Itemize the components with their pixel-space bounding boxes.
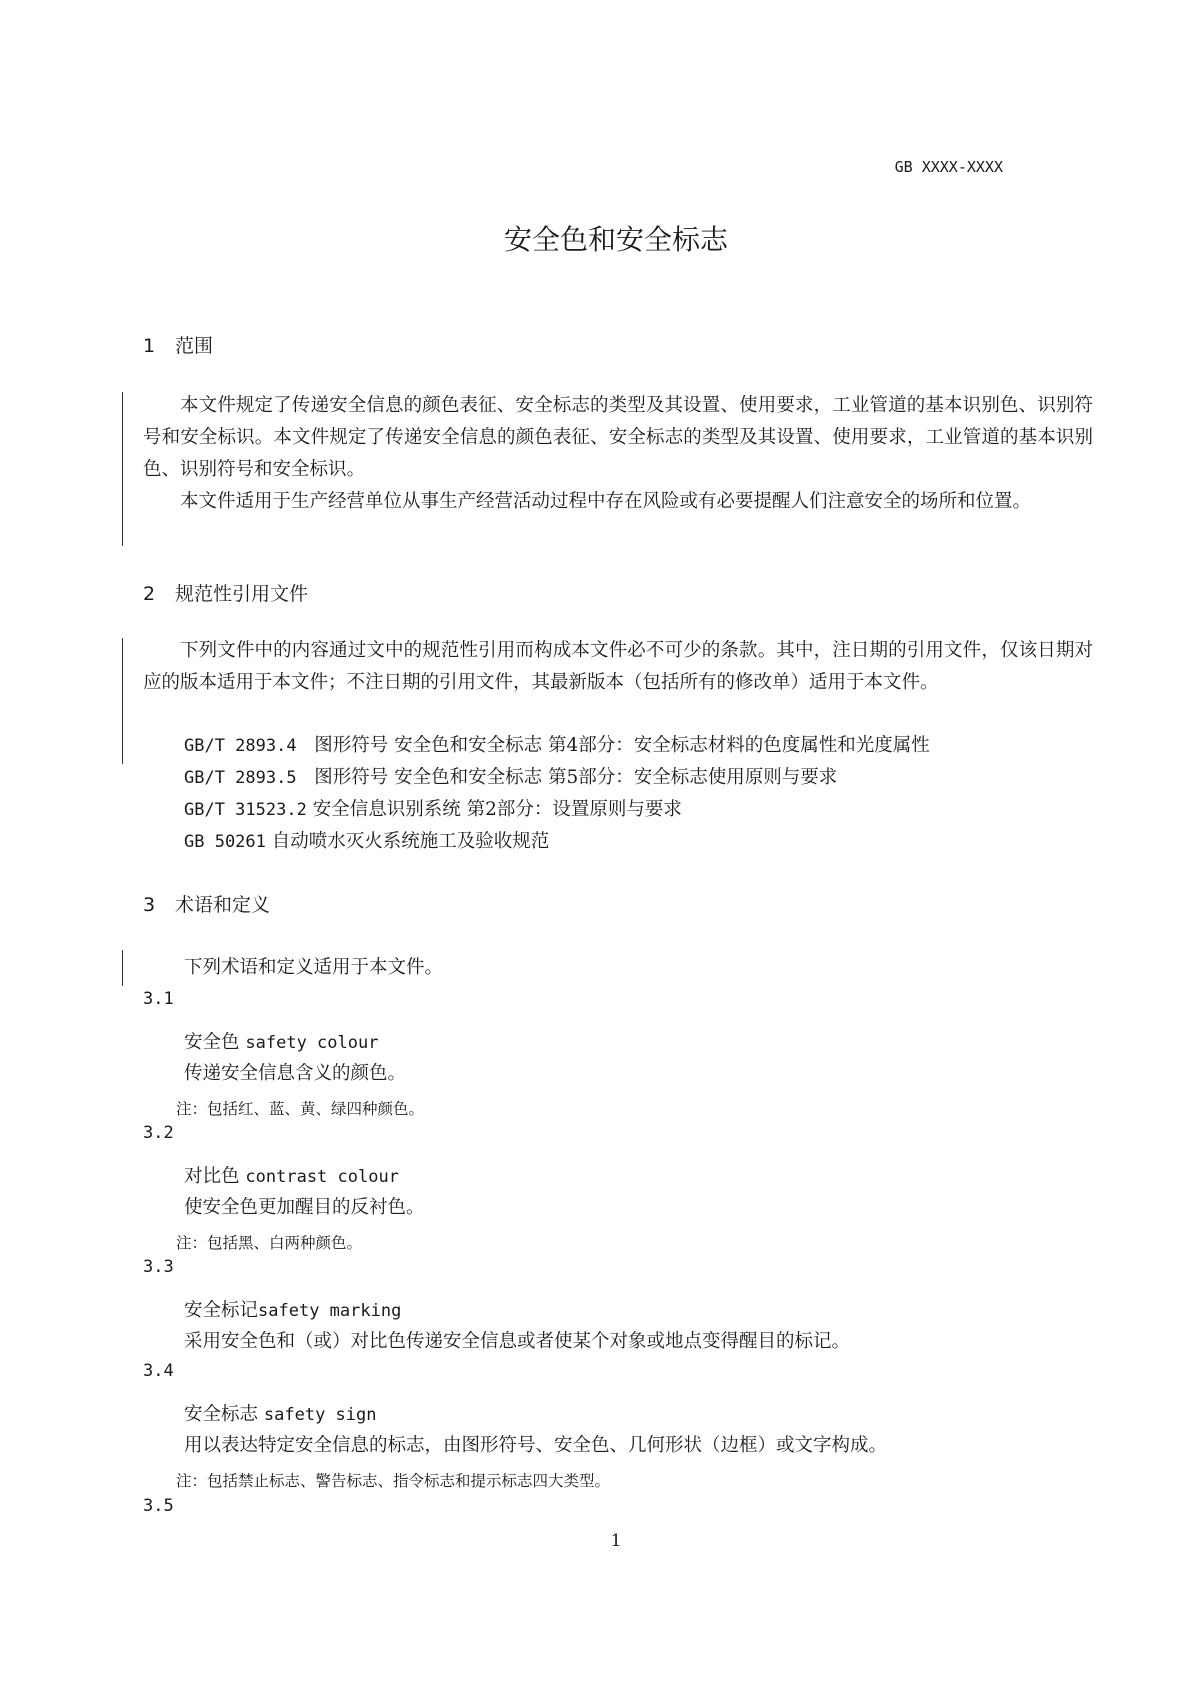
terms-intro: 下列术语和定义适用于本文件。 <box>184 957 444 978</box>
term-definition: 用以表达特定安全信息的标志，由图形符号、安全色、几何形状（边框）或文字构成。 <box>184 1435 888 1456</box>
section-number: 2 <box>143 583 156 605</box>
revision-bar <box>122 392 123 546</box>
term-definition: 传递安全信息含义的颜色。 <box>184 1063 407 1084</box>
reference-code: GB/T 2893.4 <box>184 736 297 756</box>
clause-number: 3.5 <box>143 1496 174 1516</box>
section-number: 3 <box>143 894 156 916</box>
section-heading-normative-references <box>143 579 308 606</box>
term-english: safety colour <box>245 1033 379 1053</box>
reference-code: GB/T 2893.5 <box>184 768 297 788</box>
section-title: 规范性引用文件 <box>175 583 309 605</box>
term-chinese: 安全色 <box>184 1032 240 1053</box>
clause-number: 3.1 <box>143 989 174 1009</box>
term-note: 注：包括黑、白两种颜色。 <box>176 1234 363 1252</box>
clause-number: 3.4 <box>143 1361 174 1381</box>
scope-paragraph-2: 本文件适用于生产经营单位从事生产经营活动过程中存在风险或有必要提醒人们注意安全的场所和位置。 <box>180 491 1032 512</box>
document-title: 安全色和安全标志 <box>503 223 728 256</box>
term-definition: 使安全色更加醒目的反衬色。 <box>184 1197 425 1218</box>
revision-bar <box>122 950 123 986</box>
section-title: 范围 <box>175 335 214 357</box>
clause-number: 3.3 <box>143 1257 174 1277</box>
section-heading-scope <box>143 331 213 358</box>
reference-item <box>184 827 549 853</box>
reference-title: 自动喷水灭火系统施工及验收规范 <box>271 831 550 852</box>
term-heading <box>184 1296 401 1322</box>
term-heading <box>184 1162 399 1188</box>
section-title: 术语和定义 <box>175 894 271 916</box>
normative-intro <box>143 635 1093 699</box>
term-chinese: 安全标记 <box>184 1300 259 1321</box>
term-english: contrast colour <box>245 1167 399 1187</box>
page-number: 1 <box>610 1531 622 1551</box>
reference-item <box>184 731 930 757</box>
term-note: 注：包括禁止标志、警告标志、指令标志和提示标志四大类型。 <box>176 1472 611 1490</box>
reference-code: GB/T 31523.2 <box>184 800 307 820</box>
term-heading <box>184 1028 378 1054</box>
scope-paragraph-1: 本文件规定了传递安全信息的颜色表征、安全标志的类型及其设置、使用要求，工业管道的基本识别色、识别符号和安全标识。本文件规定了传递安全信息的颜色表征、安全标志的类型及其设置、使用要求，工业管道的基本识别色、识别符号和安全标识。 <box>143 395 1093 480</box>
reference-code: GB 50261 <box>184 832 266 852</box>
term-heading <box>184 1400 377 1426</box>
term-chinese: 对比色 <box>184 1166 240 1187</box>
reference-title: 安全信息识别系统 第2部分：设置原则与要求 <box>312 799 682 820</box>
section-number: 1 <box>143 335 156 357</box>
term-chinese: 安全标志 <box>184 1404 259 1425</box>
term-english: safety sign <box>263 1405 377 1425</box>
normative-intro-text: 下列文件中的内容通过文中的规范性引用而构成本文件必不可少的条款。其中，注日期的引用文件，仅该日期对应的版本适用于本文件；不注日期的引用文件，其最新版本（包括所有的修改单）适用于本文件。 <box>143 640 1093 693</box>
section-heading-terms <box>143 890 270 917</box>
reference-item <box>184 763 837 789</box>
clause-number: 3.2 <box>143 1123 174 1143</box>
term-note: 注：包括红、蓝、黄、绿四种颜色。 <box>176 1100 425 1118</box>
revision-bar <box>122 638 123 764</box>
reference-item <box>184 795 682 821</box>
term-english: safety marking <box>258 1301 402 1321</box>
reference-title: 图形符号 安全色和安全标志 第4部分：安全标志材料的色度属性和光度属性 <box>314 735 930 756</box>
term-definition: 采用安全色和（或）对比色传递安全信息或者使某个对象或地点变得醒目的标记。 <box>184 1331 851 1352</box>
document-code: GB XXXX-XXXX <box>894 158 1003 176</box>
reference-title: 图形符号 安全色和安全标志 第5部分：安全标志使用原则与要求 <box>314 767 838 788</box>
scope-paragraphs <box>143 390 1093 518</box>
